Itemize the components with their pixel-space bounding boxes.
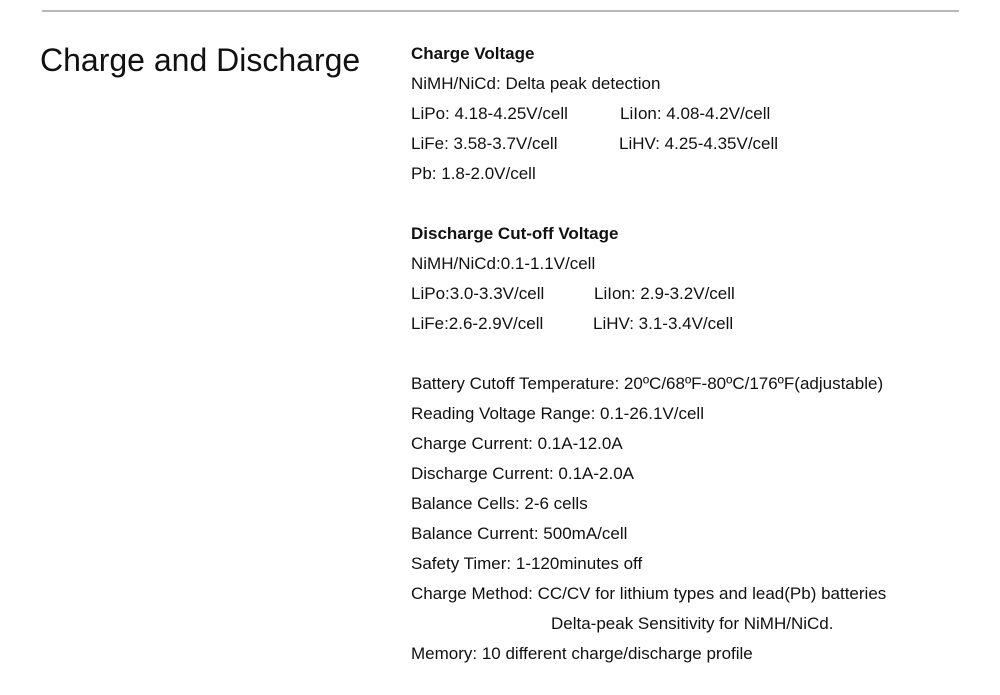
charge-voltage-heading: Charge Voltage xyxy=(411,44,535,63)
charge-current: Charge Current: 0.1A-12.0A xyxy=(411,434,623,453)
balance-cells: Balance Cells: 2-6 cells xyxy=(411,494,588,513)
charge-method: Charge Method: CC/CV for lithium types and lead(Pb) batteries xyxy=(411,584,887,603)
top-divider xyxy=(42,10,959,12)
spec-content xyxy=(411,39,991,669)
spacer xyxy=(411,339,991,369)
charge-voltage-lipo: LiPo: 4.18-4.25V/cell xyxy=(411,104,568,123)
charge-method-continued: Delta-peak Sensitivity for NiMH/NiCd. xyxy=(551,614,834,633)
section-title: Charge and Discharge xyxy=(40,42,361,78)
discharge-cutoff-lihv: LiHV: 3.1-3.4V/cell xyxy=(593,314,734,333)
charge-voltage-pb: Pb: 1.8-2.0V/cell xyxy=(411,164,536,183)
spacer xyxy=(411,189,991,219)
charge-voltage-row-lipo-lion xyxy=(411,99,991,129)
discharge-cutoff-lipo: LiPo:3.0-3.3V/cell xyxy=(411,284,545,303)
charge-voltage-lion: LiIon: 4.08-4.2V/cell xyxy=(620,104,771,123)
discharge-current: Discharge Current: 0.1A-2.0A xyxy=(411,464,634,483)
battery-cutoff-temperature: Battery Cutoff Temperature: 20ºC/68ºF-80ºC/176ºF(adjustable) xyxy=(411,374,884,393)
charge-voltage-nimh: NiMH/NiCd: Delta peak detection xyxy=(411,74,661,93)
discharge-cutoff-lion: LiIon: 2.9-3.2V/cell xyxy=(594,284,735,303)
memory: Memory: 10 different charge/discharge profile xyxy=(411,644,753,663)
safety-timer: Safety Timer: 1-120minutes off xyxy=(411,554,643,573)
charge-voltage-row-life-lihv xyxy=(411,129,991,159)
discharge-cutoff-heading: Discharge Cut-off Voltage xyxy=(411,224,619,243)
balance-current: Balance Current: 500mA/cell xyxy=(411,524,628,543)
charge-voltage-life: LiFe: 3.58-3.7V/cell xyxy=(411,134,558,153)
discharge-cutoff-row-life-lihv xyxy=(411,309,991,339)
discharge-cutoff-life: LiFe:2.6-2.9V/cell xyxy=(411,314,544,333)
discharge-cutoff-row-lipo-lion xyxy=(411,279,991,309)
reading-voltage-range: Reading Voltage Range: 0.1-26.1V/cell xyxy=(411,404,704,423)
charge-voltage-lihv: LiHV: 4.25-4.35V/cell xyxy=(619,134,779,153)
discharge-cutoff-nimh: NiMH/NiCd:0.1-1.1V/cell xyxy=(411,254,596,273)
